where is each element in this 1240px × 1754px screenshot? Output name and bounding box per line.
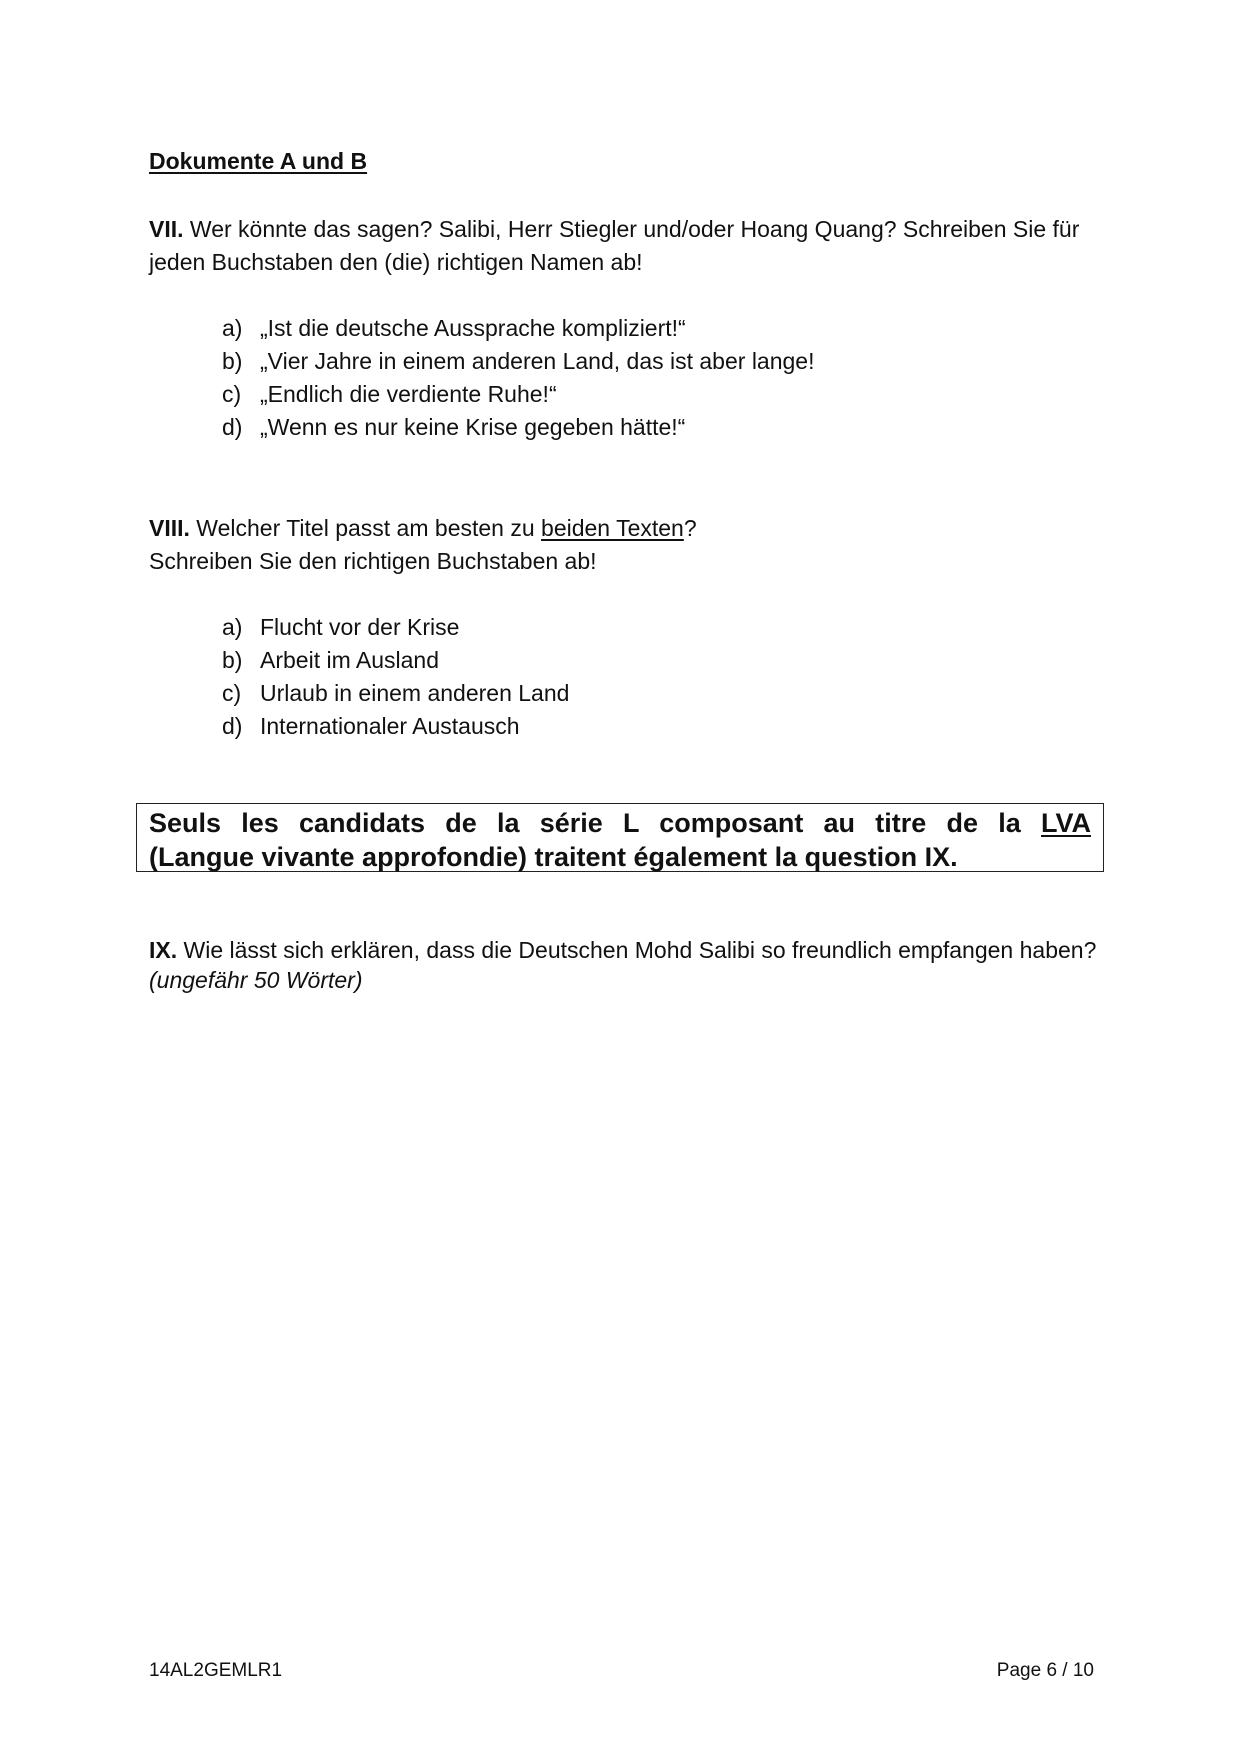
- option-label: a): [222, 614, 243, 640]
- option-label: d): [222, 713, 243, 739]
- question-8-text: Welcher Titel passt am besten zu: [189, 515, 542, 541]
- question-7-options: [222, 312, 814, 444]
- option-text: Arbeit im Ausland: [260, 647, 439, 673]
- lva-notice-box: [136, 803, 1104, 872]
- notice-line-1: [149, 806, 1091, 840]
- notice-line-1-text: Seuls les candidats de la série L composant au titre de la: [149, 808, 1041, 838]
- question-8-number: VIII.: [149, 515, 190, 541]
- footer-page-number: Page 6 / 10: [996, 1660, 1094, 1681]
- question-8-line2: Schreiben Sie den richtigen Buchstaben ab!: [149, 548, 597, 574]
- list-item: [222, 345, 814, 378]
- list-item: [222, 677, 569, 710]
- question-7: [149, 213, 1097, 279]
- question-7-number: VII.: [149, 216, 184, 242]
- list-item: [222, 378, 814, 411]
- question-9-text: Wie lässt sich erklären, dass die Deutschen Mohd Salibi so freundlich empfangen haben?: [177, 937, 1097, 963]
- option-label: b): [222, 647, 243, 673]
- list-item: [222, 411, 814, 444]
- question-8-options: [222, 611, 569, 743]
- option-label: a): [222, 315, 243, 341]
- footer-code: 14AL2GEMLR1: [149, 1660, 283, 1681]
- list-item: [222, 312, 814, 345]
- option-label: d): [222, 414, 243, 440]
- list-item: [222, 644, 569, 677]
- section-heading: Dokumente A und B: [149, 148, 368, 174]
- option-label: c): [222, 680, 242, 706]
- option-label: c): [222, 381, 242, 407]
- option-text: „Vier Jahre in einem anderen Land, das ist aber lange!: [260, 348, 815, 374]
- notice-line-2: (Langue vivante approfondie) traitent également la question IX.: [149, 842, 958, 872]
- question-7-text: Wer könnte das sagen? Salibi, Herr Stiegler und/oder Hoang Quang? Schreiben Sie für jeden Buchstaben den (die) richtigen Namen ab!: [149, 216, 1080, 275]
- question-9: [149, 935, 1097, 995]
- list-item: [222, 611, 569, 644]
- option-label: b): [222, 348, 243, 374]
- option-text: Urlaub in einem anderen Land: [260, 680, 570, 706]
- question-8-mark: ?: [683, 515, 697, 541]
- option-text: Internationaler Austausch: [260, 713, 520, 739]
- option-text: Flucht vor der Krise: [260, 614, 460, 640]
- question-9-number: IX.: [149, 937, 178, 963]
- option-text: „Endlich die verdiente Ruhe!“: [260, 381, 557, 407]
- option-text: „Wenn es nur keine Krise gegeben hätte!“: [260, 414, 686, 440]
- question-9-hint: (ungefähr 50 Wörter): [149, 967, 363, 993]
- notice-lva: LVA: [1041, 808, 1091, 838]
- option-text: „Ist die deutsche Aussprache kompliziert!“: [260, 315, 686, 341]
- list-item: [222, 710, 569, 743]
- question-8: [149, 512, 1097, 578]
- question-8-underlined: beiden Texten: [541, 515, 684, 541]
